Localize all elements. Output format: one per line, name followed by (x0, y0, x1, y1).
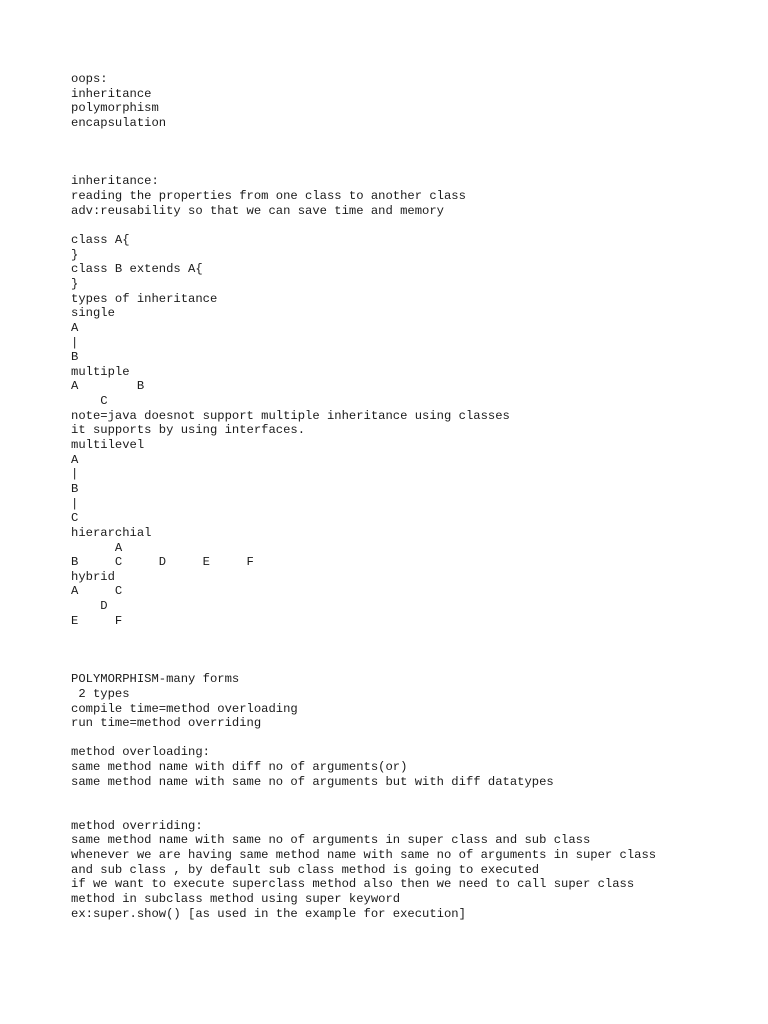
text-line: whenever we are having same method name with same no of arguments in super class (71, 847, 657, 862)
text-line: polymorphism (71, 101, 159, 116)
text-line: 2 types (71, 686, 130, 701)
text-line: C (71, 394, 108, 409)
text-line: class A{ (71, 233, 130, 248)
text-line (71, 731, 761, 746)
text-line: A (71, 452, 79, 467)
text-line: oops: (71, 72, 108, 86)
text-line: B (71, 481, 79, 496)
text-line: } (71, 276, 79, 291)
document-text (71, 72, 761, 921)
text-line: same method name with same no of arguments but with diff datatypes (71, 774, 554, 789)
text-line (71, 160, 761, 175)
text-line: D (71, 599, 108, 614)
text-line (71, 145, 761, 160)
text-line: } (71, 247, 79, 262)
text-line: | (71, 467, 79, 482)
text-line: POLYMORPHISM-many forms (71, 672, 240, 687)
text-line (71, 218, 761, 233)
text-line: A (71, 320, 79, 335)
text-line: it supports by using interfaces. (71, 423, 306, 438)
text-line (71, 628, 761, 643)
text-line: inheritance (71, 86, 152, 101)
text-line: A B (71, 379, 145, 394)
text-line (71, 804, 761, 819)
text-line: A (71, 540, 123, 555)
text-line (71, 789, 761, 804)
text-line: A C (71, 584, 123, 599)
text-line: method in subclass method using super keyword (71, 891, 401, 906)
text-line: method overloading: (71, 745, 210, 760)
text-line: reading the properties from one class to another class (71, 189, 466, 204)
text-line: compile time=method overloading (71, 701, 298, 716)
text-line: | (71, 335, 79, 350)
text-line: method overriding: (71, 818, 203, 833)
text-line: single (71, 306, 115, 321)
text-line: same method name with same no of arguments in super class and sub class (71, 833, 591, 848)
text-line (71, 658, 761, 673)
text-line: and sub class , by default sub class method is going to executed (71, 862, 540, 877)
text-line: C (71, 511, 79, 526)
text-line: adv:reusability so that we can save time and memory (71, 203, 444, 218)
text-line: if we want to execute superclass method also then we need to call super class (71, 877, 635, 892)
text-line: same method name with diff no of arguments(or) (71, 760, 408, 775)
text-line: types of inheritance (71, 291, 218, 306)
text-line: inheritance: (71, 174, 159, 189)
text-line: hybrid (71, 569, 115, 584)
text-line: note=java doesnot support multiple inheritance using classes (71, 408, 510, 423)
text-line: E F (71, 613, 123, 628)
text-line: ex:super.show() [as used in the example for execution] (71, 906, 466, 921)
text-line (71, 643, 761, 658)
text-line (71, 131, 761, 146)
text-line: encapsulation (71, 115, 167, 130)
text-line: class B extends A{ (71, 262, 203, 277)
text-line: B (71, 350, 79, 365)
text-line: | (71, 496, 79, 511)
text-line: hierarchial (71, 525, 152, 540)
text-line: run time=method overriding (71, 716, 262, 731)
text-line: multilevel (71, 438, 145, 453)
text-line: B C D E F (71, 555, 254, 570)
text-line: multiple (71, 364, 130, 379)
